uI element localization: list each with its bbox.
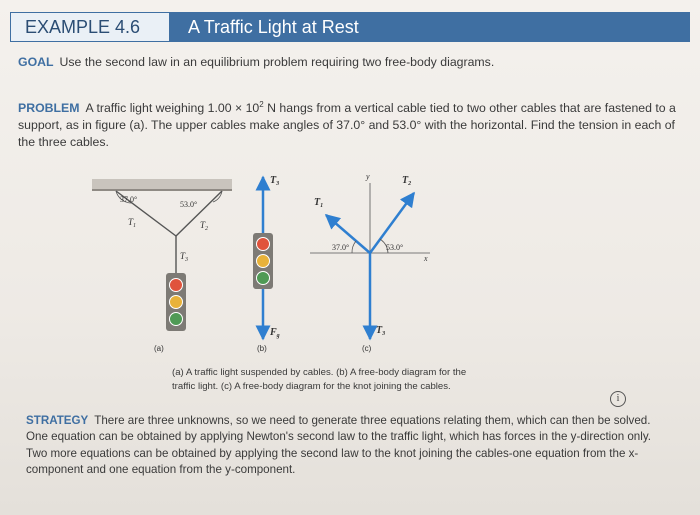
tension-label-c1: $T_1$ [314, 197, 324, 209]
angle-arc-c1 [352, 241, 356, 253]
problem-exponent: 2 [259, 100, 264, 109]
strategy-label: STRATEGY [26, 414, 89, 427]
figure-caption [172, 366, 472, 394]
strategy-text: There are three unknowns, so we need to generate three equations relating them, which can then be solved. One equation can be obtained by applying Newton's second law to the traffic light, which has forces in the y-direction only. Two more equations can be obtained by applying the second law to the knot joining the cables-one equation from the x-component and one equation from the y-component. [26, 414, 651, 477]
tension-label-a3: $T_3$ [180, 251, 189, 263]
strategy-paragraph [26, 413, 674, 479]
example-header [10, 12, 690, 42]
diagram-a-label: (a) [154, 344, 164, 353]
tension-label-c2: $T_2$ [402, 175, 412, 187]
yellow-light-b [257, 255, 270, 268]
green-light-a [170, 313, 183, 326]
tension-label-a1: $T_1$ [128, 217, 137, 229]
diagram-a [92, 179, 232, 353]
problem-label: PROBLEM [18, 101, 80, 116]
info-icon[interactable]: i [610, 391, 626, 407]
red-light-a [170, 279, 183, 292]
diagram-b [253, 175, 280, 353]
diagram-c [310, 172, 430, 353]
free-body-figure [70, 163, 470, 363]
support-edge [92, 189, 232, 191]
angle-label-c2: 53.0° [386, 243, 404, 252]
goal-label: GOAL [18, 55, 54, 69]
gravity-label-b: $F_g$ [270, 327, 280, 339]
diagram-b-label: (b) [257, 344, 267, 353]
tension-label-a2: $T_2$ [200, 220, 209, 232]
support-beam [92, 179, 232, 189]
diagram-c-label: (c) [362, 344, 372, 353]
red-light-b [257, 238, 270, 251]
yellow-light-a [170, 296, 183, 309]
caption-line-1: (a) A traffic light suspended by cables. (b) A free-body diagram for the [172, 367, 467, 378]
goal-paragraph [18, 54, 678, 71]
angle-label-1: 37.0° [120, 195, 138, 204]
example-title: A Traffic Light at Rest [188, 17, 359, 37]
angle-label-2: 53.0° [180, 200, 198, 209]
example-label: EXAMPLE 4.6 [10, 12, 170, 42]
tension-label-b: $T_3$ [270, 175, 280, 187]
y-axis-label: y [366, 172, 370, 181]
problem-paragraph [18, 96, 682, 151]
green-light-b [257, 272, 270, 285]
angle-label-c1: 37.0° [332, 243, 350, 252]
caption-line-2: traffic light. (c) A free-body diagram for the knot joining the cables. [172, 381, 451, 392]
problem-text-before: A traffic light weighing 1.00 × 10 [85, 101, 260, 116]
goal-text: Use the second law in an equilibrium problem requiring two free-body diagrams. [59, 55, 495, 69]
problem-text-after: N hangs from a vertical cable tied to two other cables that are fastened to a support, as in figure (a). The upper cables make angles of 37.0° and 53.0° with the horizontal. Find the tension in each of the three cables. [18, 101, 676, 150]
cable-2 [176, 191, 222, 236]
tension-label-c3: $T_3$ [376, 325, 386, 337]
x-axis-label: x [424, 254, 428, 263]
figure-svg [70, 163, 470, 363]
